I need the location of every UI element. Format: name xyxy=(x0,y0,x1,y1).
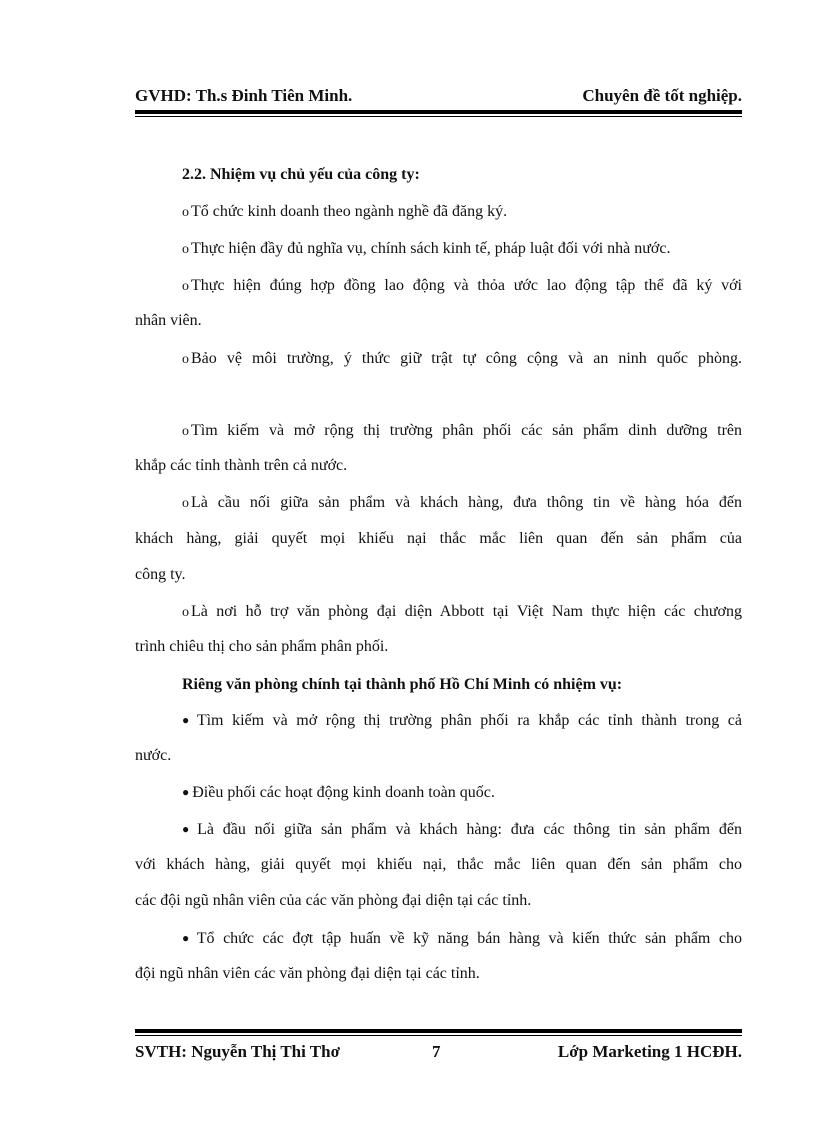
circle-bullet-icon: o xyxy=(182,205,189,220)
list-item: o Bảo vệ môi trường, ý thức giữ trật tự công cộng và an ninh quốc phòng. xyxy=(182,350,742,367)
list-item-continuation: khắp các tỉnh thành trên cả nước. xyxy=(135,457,348,474)
list-item: o Tìm kiếm và mở rộng thị trường phân phối các sản phẩm dinh dưỡng trên xyxy=(182,422,742,439)
list-item-continuation: trình chiêu thị cho sản phẩm phân phối. xyxy=(135,638,389,655)
dot-bullet-icon: ● xyxy=(182,785,190,799)
list-item: ● Tổ chức các đợt tập huấn về kỹ năng bán hàng và kiến thức sản phẩm cho xyxy=(182,930,742,947)
page-header xyxy=(135,86,742,106)
page-number: 7 xyxy=(432,1042,441,1061)
dot-bullet-icon: ● xyxy=(182,713,194,727)
header-advisor: GVHD: Th.s Đinh Tiên Minh. xyxy=(135,86,353,105)
circle-bullet-icon: o xyxy=(182,496,189,511)
list-item-continuation: khách hàng, giải quyết mọi khiếu nại thắc mắc liên quan đến sản phẩm của xyxy=(135,530,742,547)
dot-bullet-icon: ● xyxy=(182,931,194,945)
header-document-type: Chuyên đề tốt nghiệp. xyxy=(582,86,742,105)
list-item-continuation: đội ngũ nhân viên các văn phòng đại diện tại các tỉnh. xyxy=(135,965,480,982)
section-title: 2.2. Nhiệm vụ chủ yếu của công ty: xyxy=(182,166,420,183)
list-item: ● Điều phối các hoạt động kinh doanh toàn quốc. xyxy=(182,784,495,801)
footer-rule-thick xyxy=(135,1029,742,1033)
list-item-continuation: nước. xyxy=(135,747,172,764)
page-footer xyxy=(135,1042,742,1064)
list-item: ● Tìm kiếm và mở rộng thị trường phân phối ra khắp các tỉnh thành trong cả xyxy=(182,712,742,729)
list-item: ● Là đầu nối giữa sản phẩm và khách hàng: đưa các thông tin sản phẩm đến xyxy=(182,821,742,838)
list-item-continuation: công ty. xyxy=(135,566,186,583)
list-item-continuation: với khách hàng, giải quyết mọi khiếu nại, thắc mắc liên quan đến sản phẩm cho xyxy=(135,856,742,873)
circle-bullet-icon: o xyxy=(182,424,189,439)
dot-bullet-icon: ● xyxy=(182,822,195,836)
circle-bullet-icon: o xyxy=(182,352,189,367)
list-item-continuation: nhân viên. xyxy=(135,312,202,329)
list-item: o Là nơi hỗ trợ văn phòng đại diện Abbott tại Việt Nam thực hiện các chương xyxy=(182,603,742,620)
footer-rule-thin xyxy=(135,1035,742,1036)
circle-bullet-icon: o xyxy=(182,605,189,620)
list-item: o Tổ chức kinh doanh theo ngành nghề đã đăng ký. xyxy=(182,203,508,220)
header-rule-thin xyxy=(135,116,742,117)
footer-class: Lớp Marketing 1 HCĐH. xyxy=(557,1042,742,1061)
list-item-continuation: các đội ngũ nhân viên của các văn phòng đại diện tại các tỉnh. xyxy=(135,892,532,909)
header-rule-thick xyxy=(135,110,742,114)
circle-bullet-icon: o xyxy=(182,279,189,294)
list-item: o Thực hiện đúng hợp đồng lao động và thỏa ước lao động tập thể đã ký với xyxy=(182,277,742,294)
footer-student: SVTH: Nguyễn Thị Thi Thơ xyxy=(135,1042,341,1061)
subsection-title: Riêng văn phòng chính tại thành phố Hồ Chí Minh có nhiệm vụ: xyxy=(182,676,623,693)
list-item: o Thực hiện đầy đủ nghĩa vụ, chính sách kinh tế, pháp luật đối với nhà nước. xyxy=(182,240,671,257)
list-item: o Là cầu nối giữa sản phẩm và khách hàng, đưa thông tin về hàng hóa đến xyxy=(182,494,742,511)
circle-bullet-icon: o xyxy=(182,242,189,257)
